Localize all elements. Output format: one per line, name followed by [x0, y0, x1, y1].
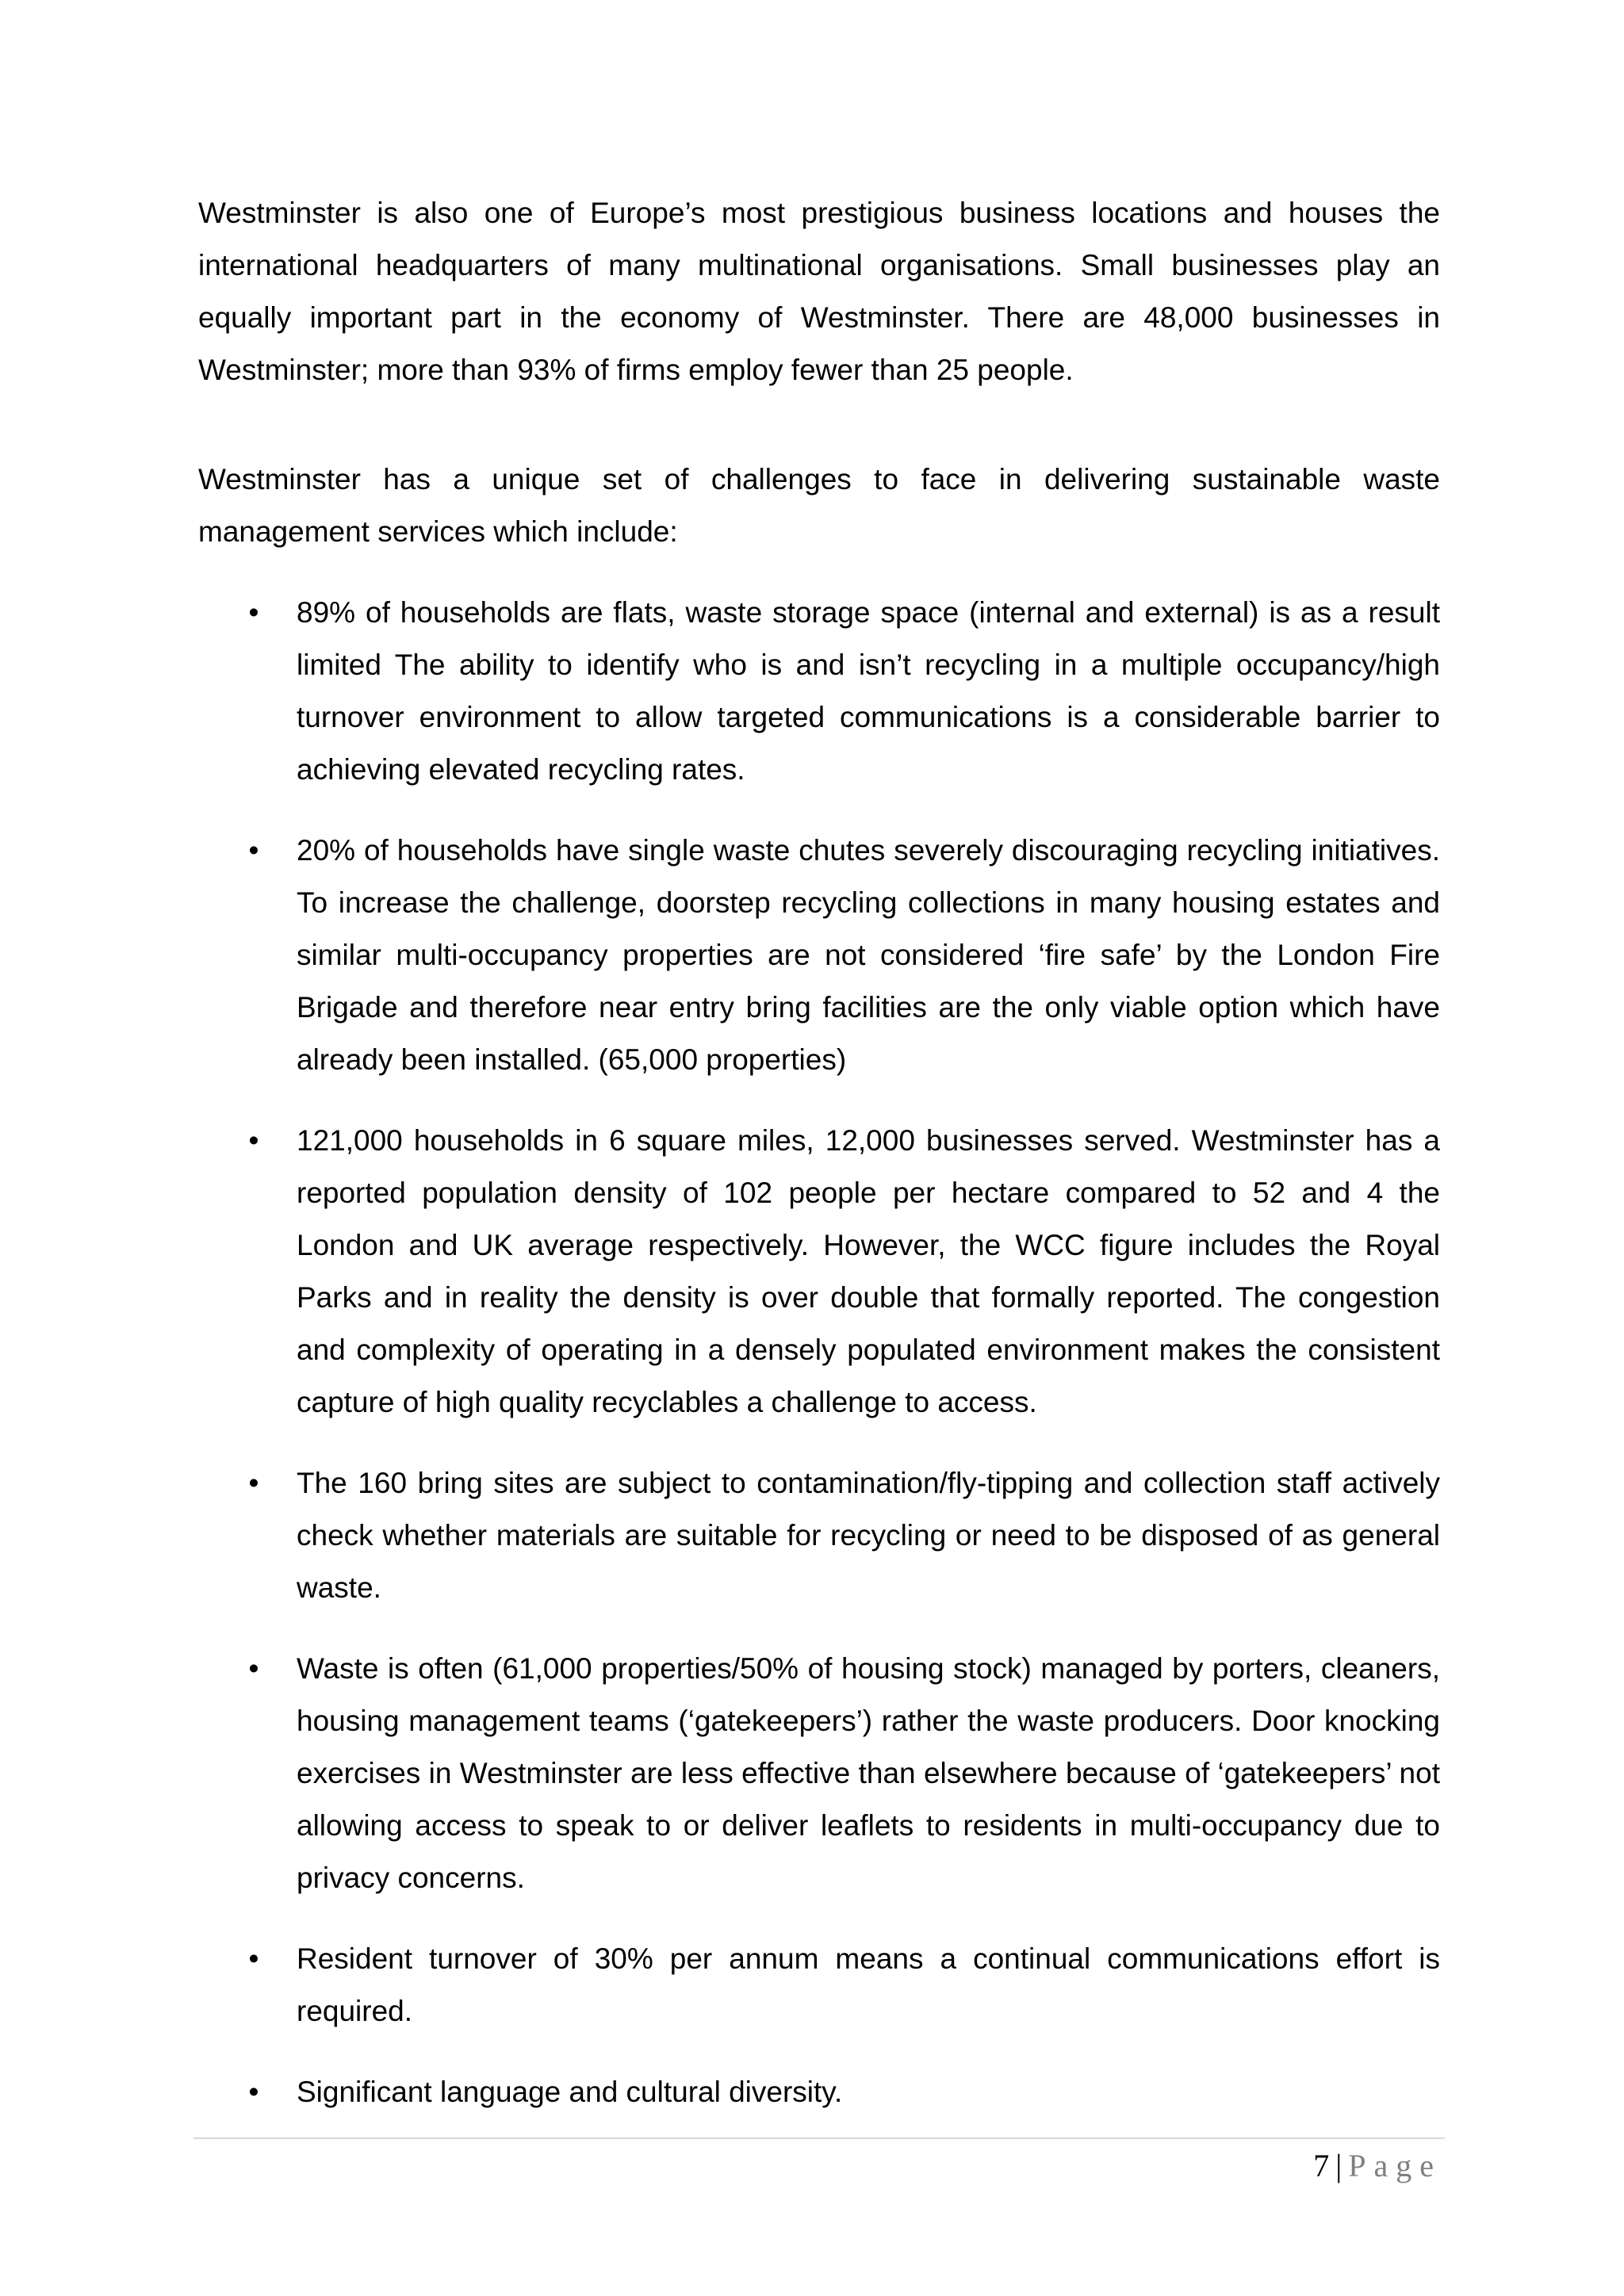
challenges-lead-paragraph: Westminster has a unique set of challenges to face in delivering sustainable waste management services which include: [198, 463, 1440, 548]
list-item-text: 20% of households have single waste chutes severely discouraging recycling initiatives. To increase the challenge, doorstep recycling collections in many housing estates and similar multi-occupancy properties are not considered ‘fire safe’ by the London Fire Brigade and therefore near entry bring facilities are the only viable option which have already been installed. (65,000 properties) [297, 834, 1440, 1076]
bullet-icon: • [248, 1652, 259, 1685]
list-item-text: The 160 bring sites are subject to contamination/fly-tipping and collection staff actively check whether materials are suitable for recycling or need to be disposed of as general waste. [297, 1467, 1440, 1604]
challenges-list [198, 587, 1440, 2118]
page-number: 7 [1313, 2148, 1330, 2183]
intro-paragraph: Westminster is also one of Europe’s most prestigious business locations and houses the international headquarters of many multinational organisations. Small businesses play an equally important part in the economy of Westminster. There are 48,000 businesses in Westminster; more than 93% of firms employ fewer than 25 people. [198, 197, 1440, 386]
footer-separator: | [1335, 2148, 1342, 2183]
bullet-icon: • [248, 1124, 259, 1157]
bullet-icon: • [248, 834, 259, 867]
list-item [198, 1115, 1440, 1429]
bullet-icon: • [248, 1942, 259, 1975]
page-label: Page [1348, 2148, 1442, 2183]
list-item [198, 587, 1440, 796]
footer-divider [193, 2137, 1445, 2139]
bullet-icon: • [248, 1467, 259, 1499]
list-item [198, 1643, 1440, 1904]
list-item [198, 2066, 1440, 2118]
list-item [198, 1933, 1440, 2038]
page-footer [1313, 2142, 1442, 2190]
list-item-text: Resident turnover of 30% per annum means a continual communications effort is required. [297, 1942, 1440, 2027]
bullet-icon: • [248, 2076, 259, 2108]
list-item [198, 1457, 1440, 1614]
list-item-text: Significant language and cultural diversity. [297, 2076, 843, 2108]
bullet-icon: • [248, 596, 259, 629]
list-item-text: Waste is often (61,000 properties/50% of housing stock) managed by porters, cleaners, housing management teams (‘gatekeepers’) rather the waste producers. Door knocking exercises in Westminster are less effective than elsewhere because of ‘gatekeepers’ not allowing access to speak to or deliver leaflets to residents in multi-occupancy due to privacy concerns. [297, 1652, 1440, 1894]
list-item-text: 121,000 households in 6 square miles, 12,000 businesses served. Westminster has a reported population density of 102 people per hectare compared to 52 and 4 the London and UK average respectively. However, the WCC figure includes the Royal Parks and in reality the density is over double that formally reported. The congestion and complexity of operating in a densely populated environment makes the consistent capture of high quality recyclables a challenge to access. [297, 1124, 1440, 1418]
list-item-text: 89% of households are flats, waste storage space (internal and external) is as a result limited The ability to identify who is and isn’t recycling in a multiple occupancy/high turnover environment to allow targeted communications is a considerable barrier to achieving elevated recycling rates. [297, 596, 1440, 786]
document-body [198, 187, 1440, 2147]
list-item [198, 825, 1440, 1086]
